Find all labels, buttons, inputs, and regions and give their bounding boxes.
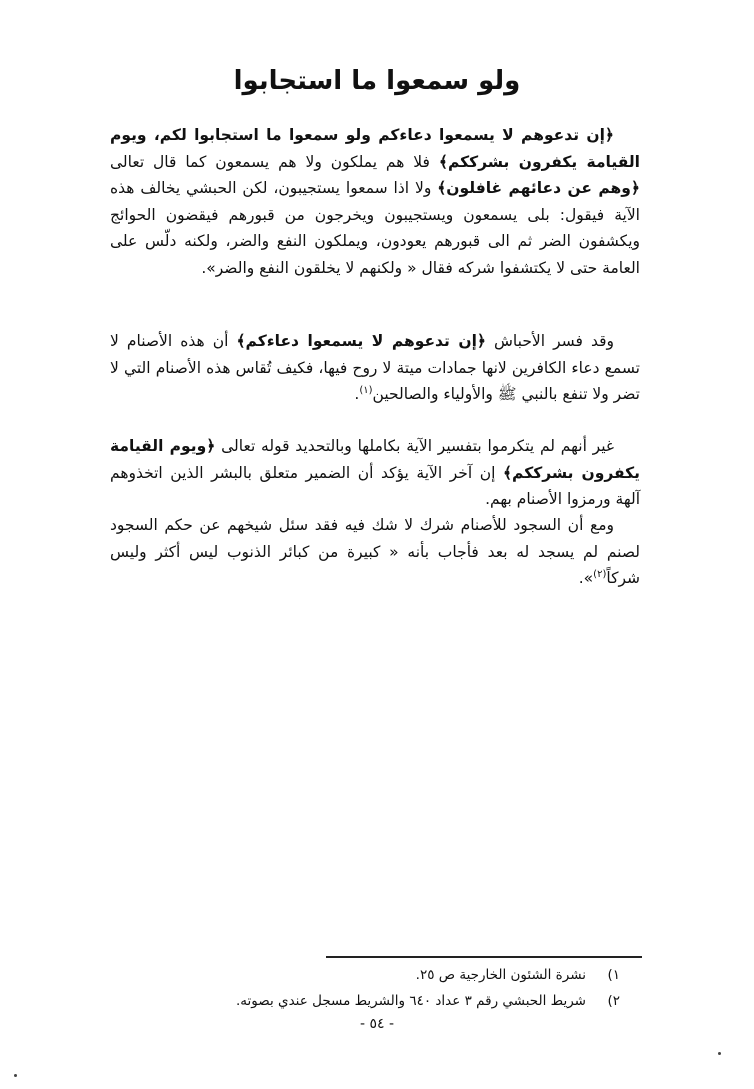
paragraph-text: . [354,385,360,403]
paragraph-4 [110,512,640,592]
footnote-text: نشرة الشئون الخارجية ص ٢٥. [415,967,586,983]
footnote-ref-2: (٢) [593,568,607,580]
page-number: - ٥٤ - [359,1016,395,1032]
scan-speck [14,1074,17,1077]
footnote-divider [326,956,642,958]
quran-quote: ﴿إن تدعوهم لا يسمعوا دعاءكم﴾ [236,332,486,350]
page-title: ولو سمعوا ما استجابوا [233,66,521,96]
paragraph-text: فلا هم يملكون ولا هم يسمعون كما قال تعالى [110,152,439,171]
footnote-number: ١) [607,967,620,983]
quran-quote: ﴿إن تدعوهم لا يسمعوا دعاءكم ولو سمعوا ما استجابوا لكم، ويوم القيامة يكفرون بشرككم﴾ [110,126,640,171]
paragraph-text: غير أنهم لم يتكرموا بتفسير الآية بكاملها وبالتحديد قوله تعالى [215,437,614,455]
footnote-1 [140,962,620,988]
paragraph-3 [110,433,640,513]
paragraph-text: ومع أن السجود للأصنام شرك لا شك فيه فقد سئل شيخهم عن حكم السجود لصنم لم يسجد له بعد فأجاب بأنه « كبيرة من كبائر الذنوب ليس أكثر وليس شركاً [110,516,640,587]
footnote-number: ٢) [607,993,620,1009]
scan-speck [718,1052,721,1055]
footnote-text: شريط الحبشي رقم ٣ عداد ٦٤٠ والشريط مسجل عندي بصوته. [236,993,586,1009]
footnote-ref-1: (١) [359,384,373,396]
paragraph-1 [110,122,640,281]
paragraph-text: وقد فسر الأحباش [485,332,614,350]
paragraph-text: ولا اذا سمعوا يستجيبون، لكن الحبشي يخالف هذه الآية فيقول: بلى يسمعون ويستجيبون ويخرجون من قبورهم فيقضون الحوائج ويكشفون الضر ثم الى قبورهم يعودون، ويملكون النفع والضر، ولكنه دلّس على العامة حتى لا يكتشفوا شركه فقال « ولكنهم لا يخلقون النفع والضر». [110,179,640,277]
quran-quote: ﴿وهم عن دعائهم غافلون﴾ [437,179,640,197]
paragraph-2 [110,328,640,408]
footnote-2 [140,988,620,1014]
quran-quote: ﴿ويوم القيامة يكفرون بشرككم﴾ [110,437,640,482]
paragraph-text: إن آخر الآية يؤكد أن الضمير متعلق بالبشر الذين اتخذوهم آلهة ورمزوا الأصنام بهم. [110,463,640,508]
paragraph-text: ». [578,569,594,587]
paragraph-text: أن هذه الأصنام لا تسمع دعاء الكافرين لانها جمادات ميتة لا روح فيها، فكيف تُقاس هذه الأصنام التي لا تضر ولا تنفع بالنبي ﷺ والأولياء والصالحين [110,332,640,403]
footnotes [140,962,620,1014]
